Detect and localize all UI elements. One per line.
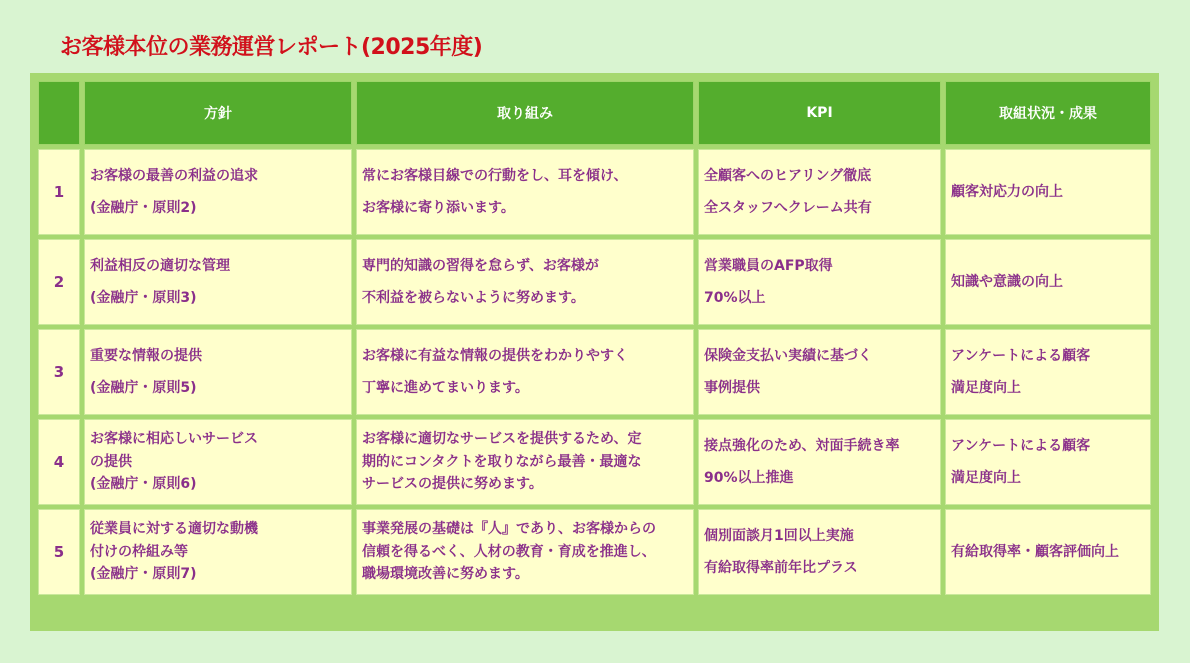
table-row xyxy=(38,239,1151,325)
row-number: 2 xyxy=(38,239,80,325)
policy-cell-line: 付けの枠組み等 xyxy=(90,543,188,560)
result-cell xyxy=(945,509,1151,595)
result-cell xyxy=(945,149,1151,235)
policy-cell-line: (金融庁・原則6) xyxy=(90,476,197,493)
policy-cell xyxy=(84,509,352,595)
effort-cell-line: 不利益を被らないように努めます。 xyxy=(362,290,585,306)
row-number: 5 xyxy=(38,509,80,595)
kpi-cell xyxy=(698,509,941,595)
header-policy: 方針 xyxy=(84,81,352,145)
row-number: 4 xyxy=(38,419,80,505)
effort-cell xyxy=(356,329,694,415)
effort-cell xyxy=(356,419,694,505)
policy-cell xyxy=(84,419,352,505)
policy-cell-line: (金融庁・原則3) xyxy=(90,290,197,306)
result-cell-line: 有給取得率・顧客評価向上 xyxy=(951,543,1119,560)
result-cell xyxy=(945,419,1151,505)
table-row xyxy=(38,419,1151,505)
result-cell-line: アンケートによる顧客 xyxy=(951,347,1091,364)
policy-cell-line: 重要な情報の提供 xyxy=(90,347,202,364)
policy-cell-line: の提供 xyxy=(90,453,132,470)
table-row xyxy=(38,509,1151,595)
policy-cell-line: (金融庁・原則7) xyxy=(90,566,197,583)
effort-cell-line: 期的にコンタクトを取りながら最善・最適な xyxy=(362,453,642,470)
policy-cell-line: (金融庁・原則2) xyxy=(90,200,197,216)
row-number: 1 xyxy=(38,149,80,235)
result-cell-line: アンケートによる顧客 xyxy=(951,437,1091,454)
table-row xyxy=(38,149,1151,235)
header-kpi: KPI xyxy=(698,81,941,145)
effort-cell-line: お客様に適切なサービスを提供するため、定 xyxy=(362,431,642,448)
report-table-frame xyxy=(30,73,1159,631)
policy-cell-line: (金融庁・原則5) xyxy=(90,380,197,396)
kpi-cell xyxy=(698,419,941,505)
effort-cell-line: 事業発展の基礎は『人』であり、お客様からの xyxy=(362,521,656,538)
effort-cell-line: お客様に有益な情報の提供をわかりやすく xyxy=(362,347,628,364)
effort-cell-line: お客様に寄り添います。 xyxy=(362,200,515,216)
header-number xyxy=(38,81,80,145)
kpi-cell-line: 全スタッフへクレーム共有 xyxy=(704,200,872,216)
result-cell-line: 満足度向上 xyxy=(951,470,1021,486)
kpi-cell-line: 全顧客へのヒアリング徹底 xyxy=(704,167,872,184)
kpi-cell-line: 接点強化のため、対面手続き率 xyxy=(704,437,900,454)
effort-cell-line: 信頼を得るべく、人材の教育・育成を推進し、 xyxy=(362,543,656,560)
policy-cell-line: お客様の最善の利益の追求 xyxy=(90,167,258,184)
kpi-cell-line: 有給取得率前年比プラス xyxy=(704,560,858,576)
kpi-cell xyxy=(698,329,941,415)
kpi-cell-line: 事例提供 xyxy=(704,380,760,396)
effort-cell-line: 職場環境改善に努めます。 xyxy=(362,566,529,583)
row-number: 3 xyxy=(38,329,80,415)
table-row xyxy=(38,329,1151,415)
header-row xyxy=(38,81,1151,145)
kpi-cell-line: 個別面談月1回以上実施 xyxy=(704,527,854,544)
page-title: お客様本位の業務運営レポート(2025年度) xyxy=(60,35,483,60)
policy-cell-line: 利益相反の適切な管理 xyxy=(90,257,230,274)
effort-cell-line: 常にお客様目線での行動をし、耳を傾け、 xyxy=(362,167,628,184)
report-table xyxy=(34,77,1155,599)
policy-cell xyxy=(84,329,352,415)
policy-cell-line: 従業員に対する適切な動機 xyxy=(90,521,258,538)
kpi-cell-line: 90%以上推進 xyxy=(704,470,794,486)
result-cell-line: 顧客対応力の向上 xyxy=(951,183,1063,200)
result-cell-line: 知識や意識の向上 xyxy=(951,273,1063,290)
effort-cell-line: サービスの提供に努めます。 xyxy=(362,476,543,493)
kpi-cell xyxy=(698,239,941,325)
result-cell-line: 満足度向上 xyxy=(951,380,1021,396)
effort-cell xyxy=(356,239,694,325)
kpi-cell xyxy=(698,149,941,235)
policy-cell-line: お客様に相応しいサービス xyxy=(90,431,258,448)
result-cell xyxy=(945,239,1151,325)
header-effort: 取り組み xyxy=(356,81,694,145)
result-cell xyxy=(945,329,1151,415)
kpi-cell-line: 営業職員のAFP取得 xyxy=(704,257,833,274)
effort-cell-line: 丁寧に進めてまいります。 xyxy=(362,380,529,396)
kpi-cell-line: 70%以上 xyxy=(704,290,766,306)
effort-cell-line: 専門的知識の習得を怠らず、お客様が xyxy=(362,257,599,274)
kpi-cell-line: 保険金支払い実績に基づく xyxy=(704,347,872,364)
policy-cell xyxy=(84,239,352,325)
effort-cell xyxy=(356,509,694,595)
policy-cell xyxy=(84,149,352,235)
header-result: 取組状況・成果 xyxy=(945,81,1151,145)
effort-cell xyxy=(356,149,694,235)
